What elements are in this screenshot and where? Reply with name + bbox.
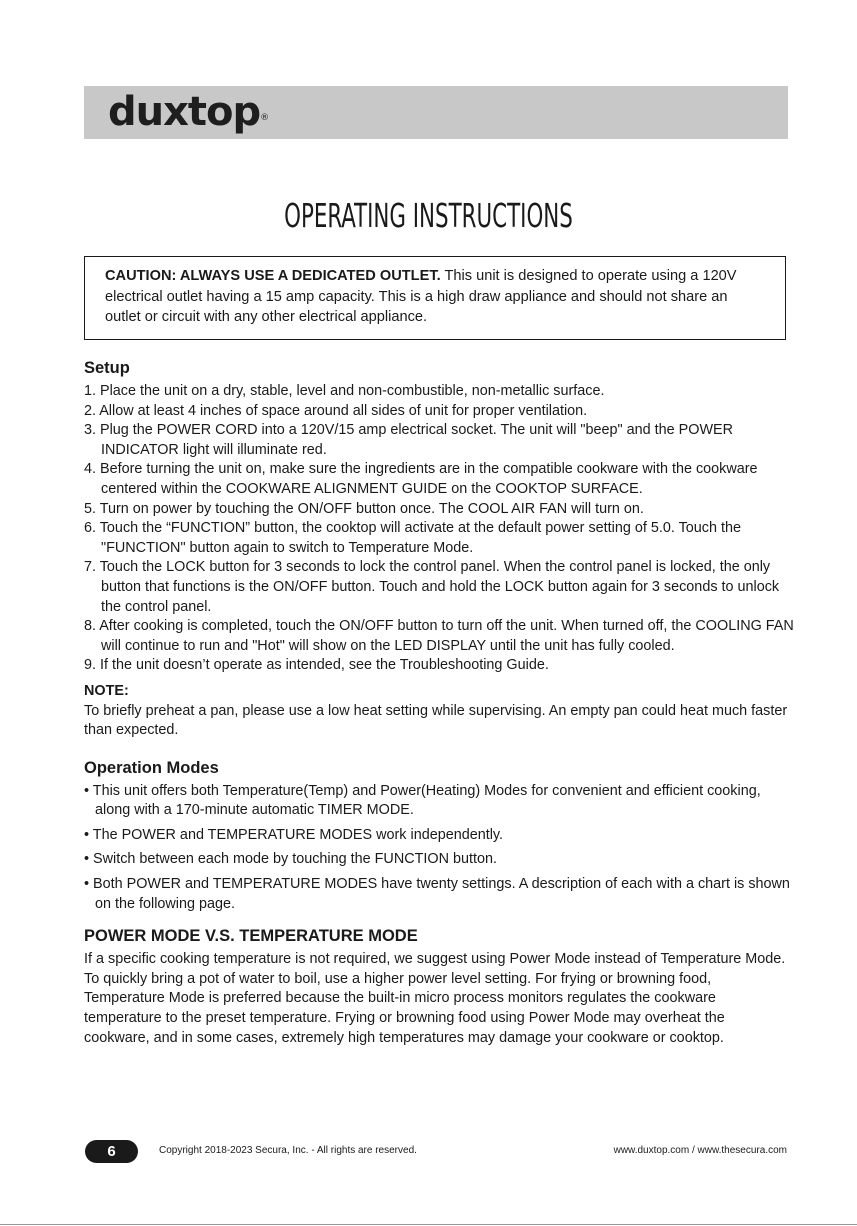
setup-list <box>84 382 794 676</box>
caution-text: This unit is designed to operate using a 120V electrical outlet having a 15 amp capacity. This is a high draw appliance and should not share an outlet or circuit with any other electrical appliance. <box>105 268 737 325</box>
setup-item: 9. If the unit doesn’t operate as intended, see the Troubleshooting Guide. <box>84 657 549 674</box>
footer-website: www.duxtop.com / www.thesecura.com <box>613 1145 787 1156</box>
setup-item: 4. Before turning the unit on, make sure the ingredients are in the compatible cookware with the cookware centered within the COOKWARE ALIGNMENT GUIDE on the COOKTOP SURFACE. <box>84 461 758 497</box>
note-text: To briefly preheat a pan, please use a low heat setting while supervising. An empty pan could heat much faster than expected. <box>84 702 788 739</box>
note-label: NOTE: <box>84 682 129 699</box>
setup-heading: Setup <box>84 359 130 377</box>
operation-mode-item: • This unit offers both Temperature(Temp) and Power(Heating) Modes for convenient and efficient cooking, along with a 170-minute automatic TIMER MODE. <box>84 782 761 819</box>
caution-box <box>84 256 786 340</box>
page-title: OPERATING INSTRUCTIONS <box>284 196 573 235</box>
caution-lead: CAUTION: ALWAYS USE A DEDICATED OUTLET. <box>105 268 441 284</box>
setup-item: 6. Touch the “FUNCTION” button, the cooktop will activate at the default power setting of 5.0. Touch the "FUNCTION" button again to switch to Temperature Mode. <box>84 520 741 556</box>
operation-mode-item: • Switch between each mode by touching the FUNCTION button. <box>84 851 497 868</box>
operation-mode-item: • The POWER and TEMPERATURE MODES work independently. <box>84 826 504 843</box>
operation-modes-heading: Operation Modes <box>84 758 219 777</box>
setup-item: 3. Plug the POWER CORD into a 120V/15 amp electrical socket. The unit will "beep" and the POWER INDICATOR light will illuminate red. <box>84 422 734 458</box>
power-vs-temp-text: If a specific cooking temperature is not required, we suggest using Power Mode instead of Temperature Mode. To quickly bring a pot of water to boil, use a higher power level setting. For frying or browning food, Temperature Mode is preferred because the built-in micro process monitors regulates the cookware temperature to the preset temperature. Frying or browning food using Power Mode may overheat the cookware, and in some cases, extremely high temperatures may damage your cookware or cooktop. <box>84 951 786 1046</box>
setup-item: 5. Turn on power by touching the ON/OFF button once. The COOL AIR FAN will turn on. <box>84 500 644 517</box>
power-vs-temp-heading: POWER MODE V.S. TEMPERATURE MODE <box>84 927 418 946</box>
setup-item: 7. Touch the LOCK button for 3 seconds to lock the control panel. When the control panel is locked, the only button that functions is the ON/OFF button. Touch and hold the LOCK button again for 3 seconds to unlock the control panel. <box>84 559 780 615</box>
setup-item: 8. After cooking is completed, touch the ON/OFF button to turn off the unit. When turned off, the COOLING FAN will continue to run and "Hot" will show on the LED DISPLAY until the unit has fully cooled. <box>84 618 794 654</box>
bottom-rule <box>0 1224 857 1225</box>
setup-item: 1. Place the unit on a dry, stable, level and non-combustible, non-metallic surface. <box>84 383 605 399</box>
operation-modes-list <box>84 782 794 915</box>
setup-item: 2. Allow at least 4 inches of space around all sides of unit for proper ventilation. <box>84 402 588 419</box>
page-number-badge: 6 <box>85 1140 138 1163</box>
header-bar <box>84 86 788 139</box>
operation-mode-item: • Both POWER and TEMPERATURE MODES have twenty settings. A description of each with a chart is shown on the following page. <box>84 876 790 912</box>
footer-copyright: Copyright 2018-2023 Secura, Inc. - All rights are reserved. <box>159 1145 417 1156</box>
brand-logo: duxtop® <box>108 89 269 135</box>
content <box>84 358 794 1048</box>
